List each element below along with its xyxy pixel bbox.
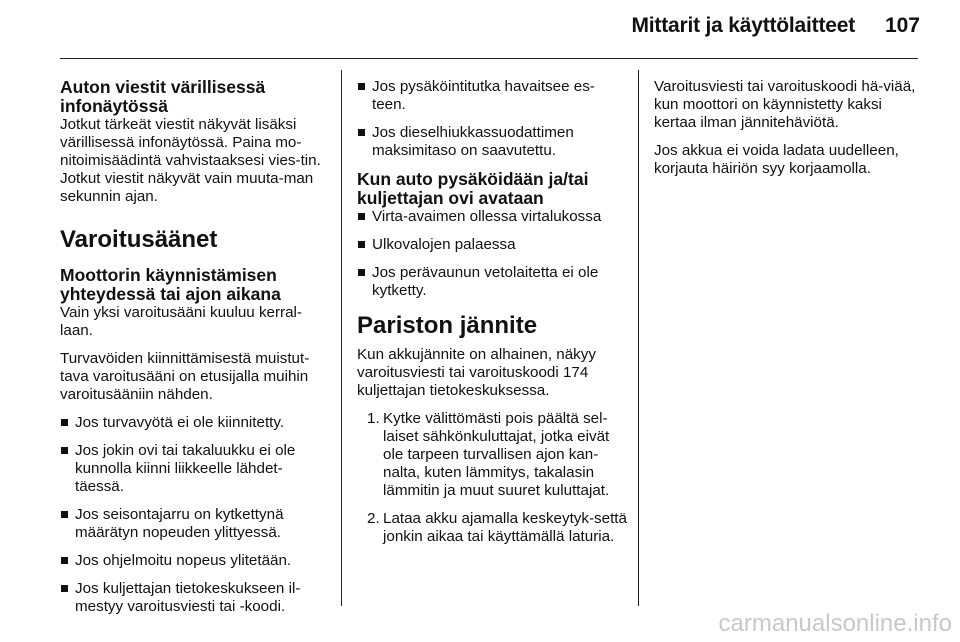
page-number: 107 [884,14,920,37]
section-heading-battery-voltage: Pariston jännite [357,312,538,339]
list-item: Ulkovalojen palaessa [357,236,627,254]
section-heading-messages: Auton viestit värillisessä infonäytössä [60,77,266,116]
subheading-engine-start: Moottorin käynnistämisen yhteydessä tai ajon aikana [60,265,281,304]
column-2 [357,78,627,556]
step-text: Kytke välittömästi pois päältä sel-laiset sähkönkuluttajat, jotka eivät ole tarpeen turvallisen ajon kan-nalta, kuten lämmitys, takalasin lämmitin ja muut suuret kuluttajat. [383,410,610,499]
list-item [357,510,627,546]
column-1 [60,78,328,626]
paragraph-warning-disappears: Varoitusviesti tai varoituskoodi hä-viää, kun moottori on käynnistetty kaksi kertaa ilman jännitehäviötä. [654,78,916,131]
list-item: Jos pysäköintitutka havaitsee es-teen. [357,78,627,114]
battery-steps-list [357,410,627,546]
warning-chime-list [60,414,328,616]
parked-chime-list [357,208,627,300]
list-item [357,410,627,500]
watermark: carmanualsonline.info [718,610,952,637]
list-item: Virta-avaimen ollessa virtalukossa [357,208,627,226]
column-divider-1 [341,70,342,606]
step-text: Lataa akku ajamalla keskeytyk-settä jonkin aikaa tai käyttämällä laturia. [383,510,627,545]
paragraph-low-voltage: Kun akkujännite on alhainen, näkyy varoitusviesti tai varoituskoodi 174 kuljettajan tietokeskuksessa. [357,346,596,399]
list-item: Jos turvavyötä ei ole kiinnitetty. [60,414,328,432]
list-item: Jos jokin ovi tai takaluukku ei ole kunnolla kiinni liikkeelle lähdet-täessä. [60,442,328,496]
warning-chime-list-continued [357,78,627,160]
subheading-parked: Kun auto pysäköidään ja/tai kuljettajan ovi avataan [357,169,589,208]
section-text-messages: Jotkut tärkeät viestit näkyvät lisäksi värillisessä infonäytössä. Paina mo-nitoimisäädintä vahvistaaksesi vies-tin. Jotkut viestit näkyvät vain muuta-man sekunnin ajan. [60,116,321,205]
paragraph-one-chime: Vain yksi varoitusääni kuuluu kerral-laan. [60,304,302,339]
section-heading-warning-chimes: Varoitusäänet [60,226,218,253]
header-divider [60,58,918,59]
paragraph-workshop-advice: Jos akkua ei voida ladata uudelleen, korjauta häiriön syy korjaamolla. [654,142,899,177]
list-item: Jos dieselhiukkassuodattimen maksimitaso on saavutettu. [357,124,627,160]
column-3 [654,78,924,188]
step-number: 1. [367,410,380,427]
list-item: Jos ohjelmoitu nopeus ylitetään. [60,552,328,570]
column-divider-2 [638,70,639,606]
list-item: Jos seisontajarru on kytkettynä määrätyn nopeuden ylittyessä. [60,506,328,542]
list-item: Jos kuljettajan tietokeskukseen il-mestyy varoitusviesti tai -koodi. [60,580,328,616]
step-number: 2. [367,510,380,527]
paragraph-seatbelt-priority: Turvavöiden kiinnittämisestä muistut-tava varoitusääni on etusijalla muihin varoitusääniin nähden. [60,350,310,403]
list-item: Jos perävaunun vetolaitetta ei ole kytketty. [357,264,627,300]
header-title: Mittarit ja käyttölaitteet [631,14,855,37]
